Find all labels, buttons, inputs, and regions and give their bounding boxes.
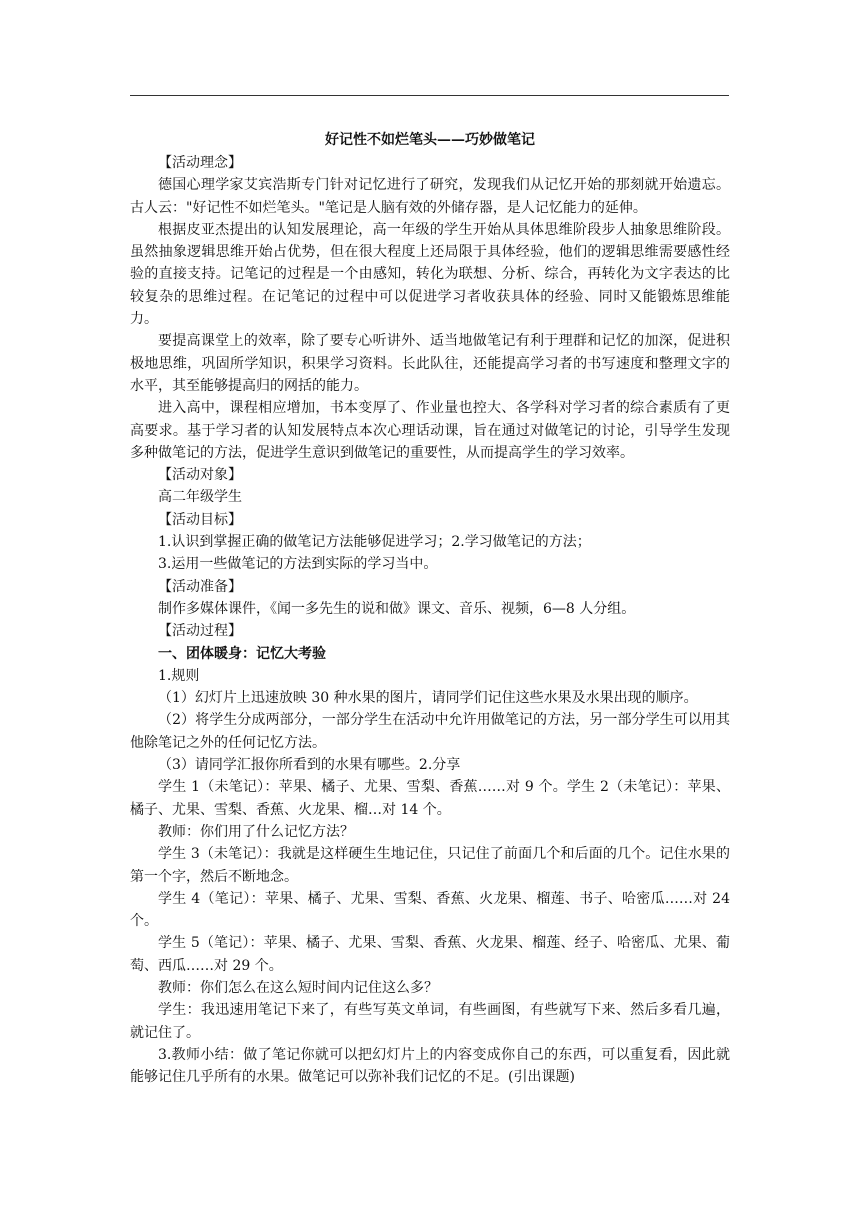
- paragraph: （1）幻灯片上迅速放映 30 种水果的图片，请同学们记住这些水果及水果出现的顺序。: [158, 690, 698, 707]
- document-body: [130, 129, 730, 1088]
- section-heading-concept: 【活动理念】: [158, 155, 242, 171]
- paragraph: 3.运用一些做笔记的方法到实际的学习当中。: [158, 556, 438, 573]
- section-heading-audience: 【活动对象】: [158, 467, 242, 484]
- paragraph: 学生 5（笔记）：苹果、橘子、尤果、雪梨、香蕉、火龙果、榴莲、经子、哈密瓜、尤果、葡萄、西瓜……对 29 个。: [130, 935, 730, 974]
- section-heading-preparation: 【活动准备】: [158, 578, 242, 595]
- subsection-heading: 一、团体暖身：记忆大考验: [158, 645, 326, 662]
- paragraph: 学生：我迅速用笔记下来了，有些写英文单词，有些画图，有些就写下来、然后多看几遍，就记住了。: [130, 1002, 730, 1041]
- section-heading-process: 【活动过程】: [158, 623, 242, 640]
- paragraph: （3）请同学汇报你所看到的水果有哪些。2.分享: [158, 757, 461, 774]
- paragraph: 1.认识到掌握正确的做笔记方法能够促进学习；2.学习做笔记的方法；: [158, 534, 591, 551]
- paragraph: 1.规则: [158, 667, 200, 684]
- paragraph: 学生 3（未笔记）：我就是这样硬生生地记住，只记住了前面几个和后面的几个。记住水果的第一个字，然后不断地念。: [130, 846, 730, 885]
- header-rule: [130, 95, 729, 96]
- paragraph: 学生 1（未笔记）：苹果、橘子、尤果、雪梨、香蕉……对 9 个。学生 2（未笔记）：苹果、橘子、尤果、雪梨、香蕉、火龙果、榴…对 14 个。: [130, 779, 730, 818]
- paragraph: 3.教师小结：做了笔记你就可以把幻灯片上的内容变成你自己的东西，可以重复看，因此就能够记住几乎所有的水果。做笔记可以弥补我们记忆的不足。(引出课题): [130, 1046, 730, 1086]
- paragraph: 德国心理学家艾宾浩斯专门针对记忆进行了研究，发现我们从记忆开始的那刻就开始遗忘。古人云："好记性不如烂笔头。"笔记是人脑有效的外储存器，是人记忆能力的延伸。: [130, 177, 730, 216]
- paragraph: 进入高中，课程相应增加，书本变厚了、作业量也控大、各学科对学习者的综合素质有了更高要求。基于学习者的认知发展特点本次心理话动课，旨在通过对做笔记的讨论，引导学生发现多种做笔记的方法，促进学生意识到做笔记的重要性，从而提高学生的学习效率。: [130, 400, 730, 461]
- paragraph: （2）将学生分成两部分，一部分学生在活动中允许用做笔记的方法，另一部分学生可以用其他除笔记之外的任何记忆方法。: [130, 712, 730, 751]
- paragraph: 制作多媒体课件，《闻一多先生的说和做》课文、音乐、视频，6—8 人分组。: [158, 600, 636, 617]
- document-title: 好记性不如烂笔头——巧妙做笔记: [325, 132, 535, 148]
- paragraph: 高二年级学生: [158, 489, 242, 506]
- section-heading-goals: 【活动目标】: [158, 511, 242, 528]
- paragraph: 教师：你们怎么在这么短时间内记住这么多？: [158, 979, 438, 996]
- paragraph: 教师：你们用了什么记忆方法？: [158, 823, 354, 840]
- paragraph: 根据皮亚杰提出的认知发展理论，高一年级的学生开始从具体思维阶段步人抽象思维阶段。虽然抽象逻辑思维开始占优势，但在很大程度上还局限于具体经验，他们的逻辑思维需要感性经验的直接支持。记笔记的过程是一个由感知，转化为联想、分析、综合，再转化为文字表达的比较复杂的思维过程。在记笔记的过程中可以促进学习者收获具体的经验、同时又能锻炼思维能力。: [130, 221, 730, 328]
- paragraph: 要提高课堂上的效率，除了要专心听讲外、适当地做笔记有利于理群和记忆的加深，促进积极地思维，巩固所学知识，积果学习资料。长此队往，还能提高学习者的书写速度和整理文字的水平，其至能够提高归的网括的能力。: [130, 333, 730, 394]
- paragraph: 学生 4（笔记）：苹果、橘子、尤果、雪梨、香蕉、火龙果、榴莲、书子、哈密瓜……对 24 个。: [130, 890, 730, 930]
